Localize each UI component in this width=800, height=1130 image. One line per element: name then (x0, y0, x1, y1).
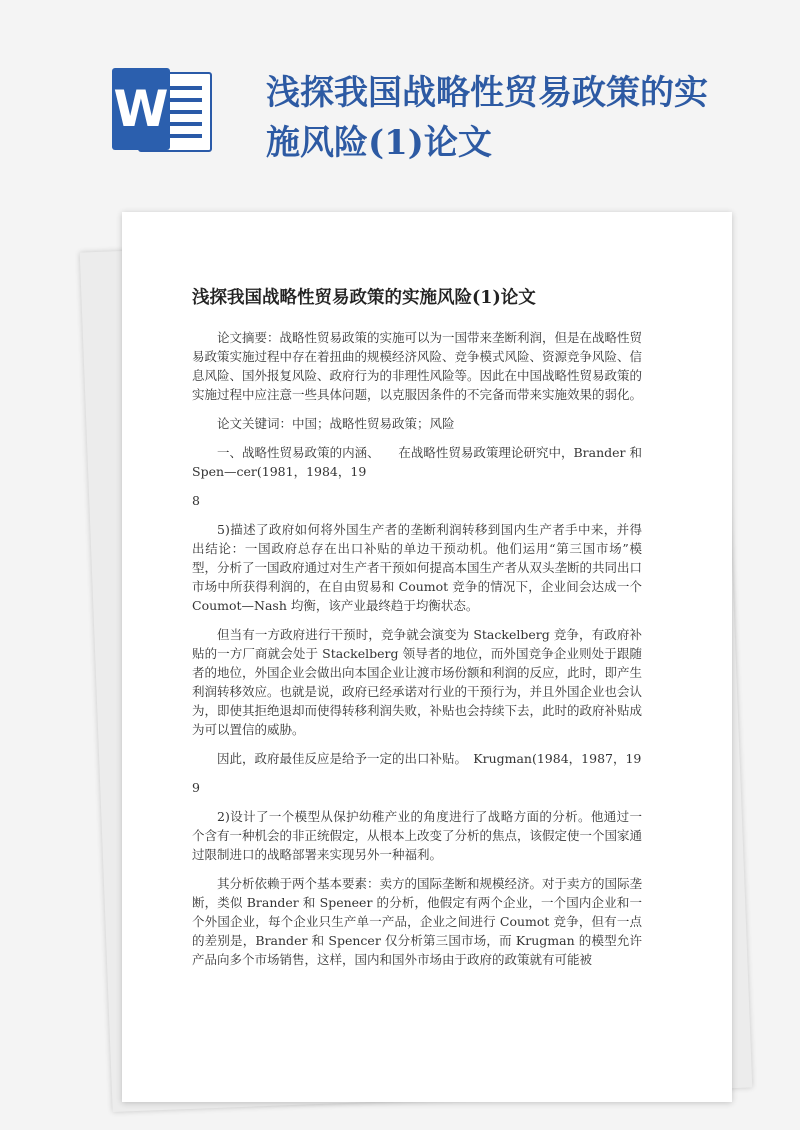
paragraph-keywords: 论文关键词：中国；战略性贸易政策；风险 (217, 416, 455, 431)
word-badge: W (112, 68, 170, 150)
document-page (122, 212, 732, 1102)
paragraph-analysis-elements: 其分析依赖于两个基本要素：卖方的国际垄断和规模经济。对于卖方的国际垄断，类似 Brander 和 Speneer 的分析，他假定有两个企业，一个国内企业和一个外国企业，每个企业只生产单一产品，企业之间进行 Coumot 竞争，但有一点的差别是，Brander 和 Spencer 仅分析第三国市场，而 Krugman 的模型允许产品向多个市场销售，这样，国内和国外市场由于政府的政策就有可能被 (192, 876, 643, 967)
header-bar (0, 0, 800, 200)
page-title (266, 68, 766, 168)
document-body (192, 328, 642, 979)
paragraph-krugman-model: 2)设计了一个模型从保护幼稚产业的角度进行了战略方面的分析。他通过一个含有一种机会的非正统假定，从根本上改变了分析的焦点，该假定使一个国家通过限制进口的战略部署来实现另外一种福利。 (192, 809, 643, 862)
paragraph-stackelberg: 但当有一方政府进行干预时，竞争就会演变为 Stackelberg 竞争，有政府补贴的一方厂商就会处于 Stackelberg 领导者的地位，而外国竞争企业则处于跟随者的地位，外国企业会做出向本国企业让渡市场份额和利润的反应，此时，即产生利润转移效应。也就是说，政府已经承诺对行业的干预行为，并且外国企业也会认为，即使其拒绝退却而使得转移利润失败，补贴也会持续下去，此时的政府补贴成为可以置信的威胁。 (192, 627, 643, 737)
page-title-line-1: 浅探我国战略性贸易政策的实 (266, 73, 708, 113)
paragraph-intro: 一、战略性贸易政策的内涵、 在战略性贸易政策理论研究中，Brander 和 Spen—cer(1981，1984，19 (192, 445, 642, 479)
paragraph-export-subsidy: 因此，政府最佳反应是给予一定的出口补贴。 Krugman(1984，1987，19 (217, 751, 642, 766)
page-title-line-2: 施风险(1)论文 (266, 123, 492, 163)
paragraph-fragment-8: 8 (192, 493, 200, 508)
document-title: 浅探我国战略性贸易政策的实施风险(1)论文 (192, 288, 536, 308)
paragraph-fragment-9: 9 (192, 780, 200, 795)
paragraph-brander-spencer: 5)描述了政府如何将外国生产者的垄断利润转移到国内生产者手中来，并得出结论：一国政府总存在出口补贴的单边干预动机。他们运用“第三国市场”模型，分析了一国政府通过对生产者干预如何提高本国生产者从双头垄断的共同出口市场中所获得利润的，在自由贸易和 Coumot 竞争的情况下，企业间会达成一个 Coumot—Nash 均衡，该产业最终趋于均衡状态。 (192, 522, 643, 613)
paragraph-abstract: 论文摘要：战略性贸易政策的实施可以为一国带来垄断利润，但是在战略性贸易政策实施过程中存在着扭曲的规模经济风险、竞争模式风险、资源竞争风险、信息风险、国外报复风险、政府行为的非理性风险等。因此在中国战略性贸易政策的实施过程中应注意一些具体问题，以克服因条件的不完备而带来实施效果的弱化。 (192, 330, 643, 402)
word-icon (112, 68, 212, 150)
